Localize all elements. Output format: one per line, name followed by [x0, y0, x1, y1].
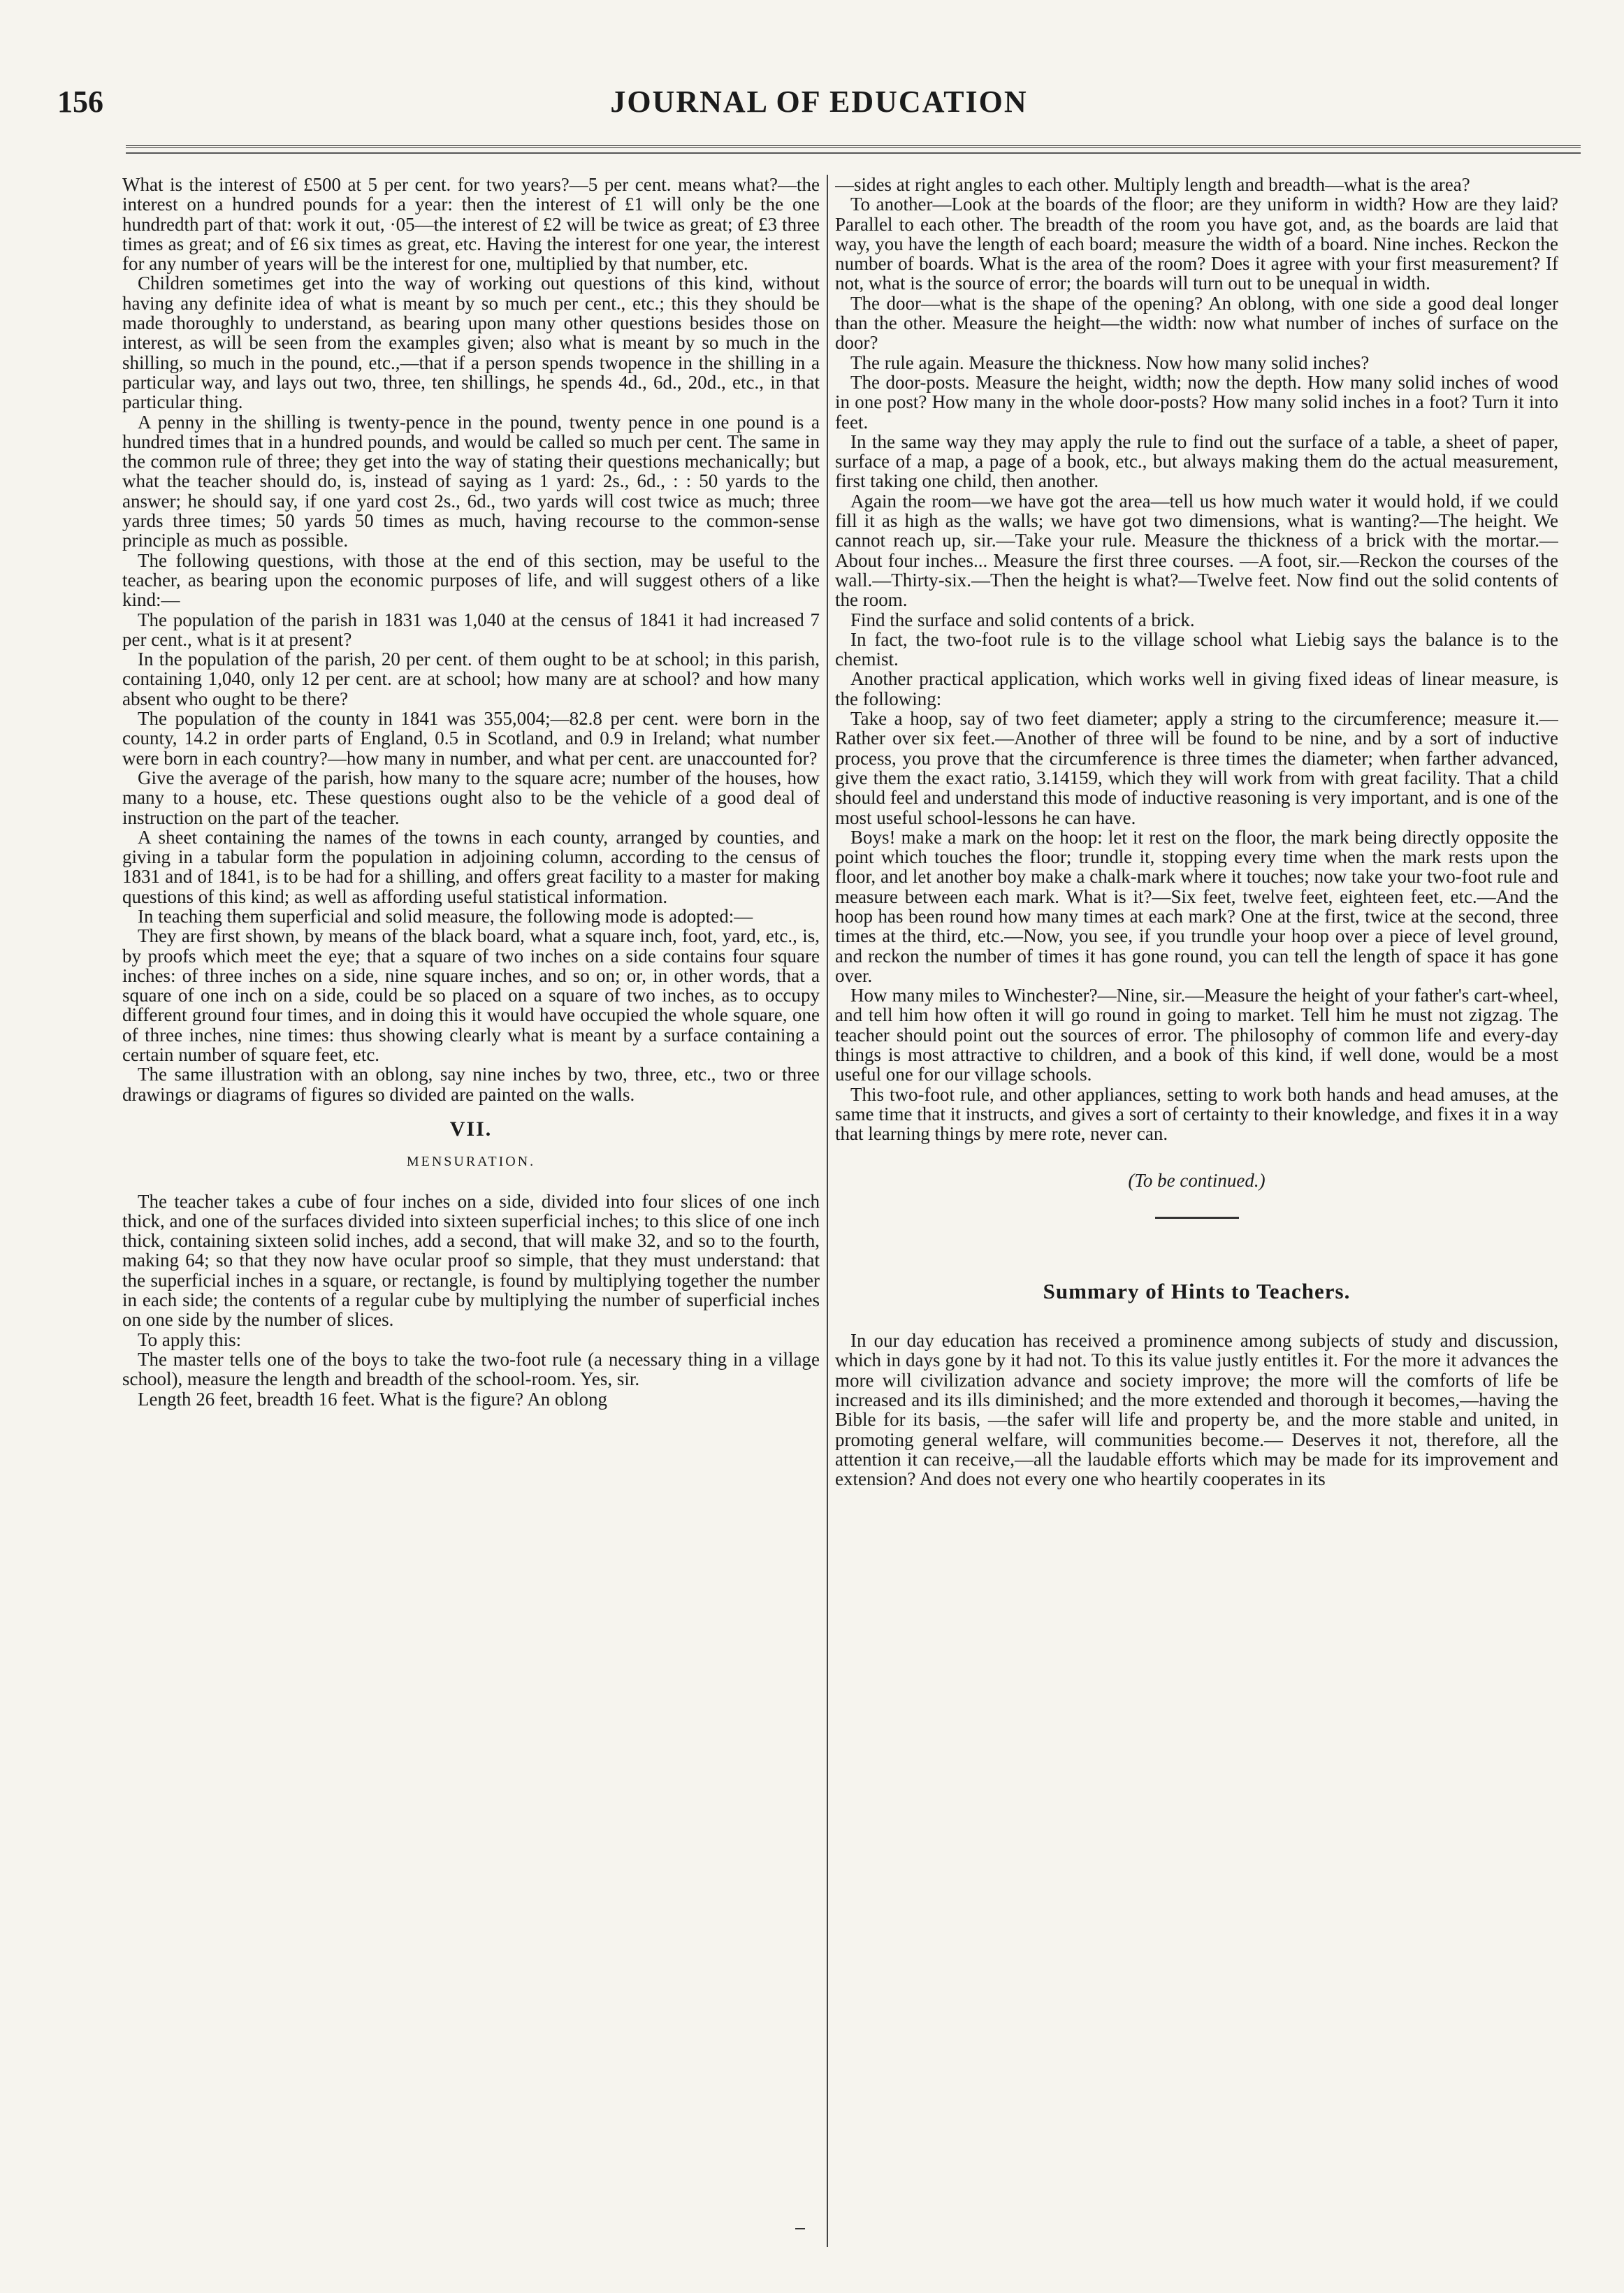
paragraph: The door—what is the shape of the opening? An oblong, with one side a good deal longer than the other. Measure the height—the width: now what number of inches of surface on the door? [835, 292, 1558, 354]
paragraph: The teacher takes a cube of four inches on a side, divided into four slices of one inch thick, and one of the surfaces divided into sixteen superficial inches; to this slice of one inch thick, containing sixteen solid inches, add a second, that will make 32, and so to the fourth, making 64; so that they now have ocular proof so simple, that they must understand: that the superficial inches in a square, or rectangle, is found by multiplying together the number in each side; the contents of a regular cube by multiplying the number of superficial inches on one side by the number of slices. [122, 1190, 820, 1331]
footer-mark [795, 2228, 805, 2229]
paragraph: Find the surface and solid contents of a brick. [850, 609, 1195, 630]
paragraph: Take a hoop, say of two feet diameter; apply a string to the circumference; measure it.—Rather over six feet.—Another of three will be found to be nine, and by a sort of inductive process, you prove that the circumference is three times the diameter; when farther advanced, give them the exact ratio, 3.14159, which they will work from with great facility. That a child should feel and understand this mode of inductive reasoning is very important, and is one of the most useful school-lessons he can have. [835, 708, 1558, 828]
paragraph: Children sometimes get into the way of working out questions of this kind, without having any definite idea of what is meant by so much per cent., etc.; this they should be made thoroughly to understand, as bearing upon many other questions besides those on interest, as will be seen from the examples given; also what is meant by so much in the shilling, so much in the pound, etc.,—that if a person spends twopence in the shilling in a particular way, and lays out two, three, ten shillings, he spends 4d., 6d., 20d., etc., in that particular thing. [122, 273, 820, 413]
paragraph: What is the interest of £500 at 5 per cent. for two years?—5 per cent. means what?—the interest on a hundred pounds for a year: then the interest of £1 will only be the one hundredth part of that: work it out, ·05—the interest of £2 will be twice as great; of £3 three times as great; and of £6 six times as great, etc. Having the interest for one year, the interest for any number of years will be the interest for one, multiplied by that number, etc. [122, 175, 820, 275]
paragraph: They are first shown, by means of the black board, what a square inch, foot, yard, etc., is, by proofs which meet the eye; that a square of two inches on a side contains four square inches: of three inches on a side, nine square inches, and so on; or, in other words, that a square of one inch on a side, could be so placed on a square of two inches, as to occupy different ground four times, and in doing this it would have occupied the whole square, one of three inches, nine times: thus showing clearly what is meant by a surface containing a certain number of square feet, etc. [122, 925, 820, 1066]
column-divider [827, 175, 828, 2247]
paragraph: In fact, the two-foot rule is to the village school what Liebig says the balance is to the chemist. [835, 628, 1558, 670]
paragraph: Again the room—we have got the area—tell us how much water it would hold, if we could fill it as high as the walls; we have got two dimensions, what is wanting?—The height. We cannot reach up, sir.—Take your rule. Measure the thickness of a brick with the mortar.—About four inches... Measure the first three courses. —A foot, sir.—Reckon the courses of the wall.—Thirty-six.—Then the height is what?—Twelve feet. Now find out the solid contents of the room. [835, 490, 1558, 611]
section-number: VII. [449, 1117, 493, 1141]
paragraph: The following questions, with those at the end of this section, may be useful to the teacher, as bearing upon the economic purposes of life, and will suggest others of a like kind:— [122, 549, 820, 611]
paragraph: The population of the parish in 1831 was 1,040 at the census of 1841 it had increased 7 per cent., what is it at present? [122, 609, 820, 650]
paragraph: To apply this: [138, 1329, 242, 1350]
paragraph: In our day education has received a prominence among subjects of study and discussion, which in days gone by it had not. To this its value justly entitles it. For the more it advances the more will civilization advance and society improve; the more will the comforts of life be increased and its ills diminished; and the more extended and thorough it becomes,—having the Bible for its basis, —the safer will life and property be, and the more stable and united, in promoting general welfare, will communities become.— Deserves it not, therefore, all the attention it can receive,—all the laudable efforts which may be made for its improvement and extension? And does not every one who heartily cooperates in its [835, 1330, 1558, 1490]
paragraph: In the population of the parish, 20 per cent. of them ought to be at school; in this parish, containing 1,040, only 12 per cent. are at school; how many are at school? and how many absent who ought to be there? [122, 649, 820, 709]
paragraph: How many miles to Winchester?—Nine, sir.—Measure the height of your father's cart-wheel, and tell him how often it will go round in going to market. Tell him he must not zigzag. The teacher should point out the sources of error. The philosophy of common life and every-day things is most attractive to children, and a book of this kind, if well done, would be a most useful one for our village schools. [835, 985, 1558, 1085]
section-title: MENSURATION. [406, 1154, 536, 1170]
section-rule [1155, 1217, 1239, 1219]
page-number: 156 [57, 85, 103, 119]
continued-note: (To be continued.) [1128, 1169, 1266, 1191]
summary-title: Summary of Hints to Teachers. [1043, 1278, 1351, 1303]
right-column [835, 175, 1558, 2243]
paragraph: Give the average of the parish, how many to the square acre; number of the houses, how many to a house, etc. These questions ought also to be the vehicle of a good deal of instruction on the part of the teacher. [122, 767, 820, 828]
running-title: JOURNAL OF EDUCATION [610, 85, 1028, 119]
paragraph: Length 26 feet, breadth 16 feet. What is the figure? An oblong [138, 1388, 608, 1410]
paragraph: The master tells one of the boys to take the two-foot rule (a necessary thing in a village school), measure the length and breadth of the school-room. Yes, sir. [122, 1348, 820, 1390]
paragraph: The rule again. Measure the thickness. Now how many solid inches? [850, 352, 1370, 373]
page-header [57, 84, 1581, 133]
paragraph: This two-foot rule, and other appliances, setting to work both hands and head amuses, at the same time that it instructs, and gives a sort of certainty to their knowledge, and fixes it in a way that learning things by mere rote, never can. [835, 1083, 1558, 1145]
paragraph: The population of the county in 1841 was 355,004;—82.8 per cent. were born in the county, 14.2 in order parts of England, 0.5 in Scotland, and 0.9 in Ireland; what number were born in each country?—how many in number, and what per cent. are unaccounted for? [122, 708, 820, 769]
paragraph: In teaching them superficial and solid measure, the following mode is adopted:— [138, 905, 753, 927]
paragraph: The same illustration with an oblong, say nine inches by two, three, etc., two or three drawings or diagrams of figures so divided are painted on the walls. [122, 1064, 820, 1105]
header-rule [126, 145, 1581, 154]
paragraph: Another practical application, which works well in giving fixed ideas of linear measure, is the following: [835, 668, 1558, 709]
paragraph: The door-posts. Measure the height, width; now the depth. How many solid inches of wood in one post? How many in the whole door-posts? How many solid inches in a foot? Turn it into feet. [835, 371, 1558, 433]
paragraph: A sheet containing the names of the towns in each county, arranged by counties, and giving in a tabular form the population in adjoining column, according to the census of 1831 and of 1841, is to be had for a shilling, and offers great facility to a master for making questions of this kind; as well as affording useful statistical information. [122, 826, 820, 907]
paragraph: —sides at right angles to each other. Multiply length and breadth—what is the area? [835, 175, 1470, 195]
left-column [122, 175, 820, 2243]
paragraph: Boys! make a mark on the hoop: let it rest on the floor, the mark being directly opposite the point which touches the floor; trundle it, stopping every time when the mark rests upon the floor, and let another boy make a chalk-mark where it touches; now take your two-foot rule and measure between each mark. What is it?—Six feet, twelve feet, eighteen feet, etc.—And the hoop has been round how many times at each mark? One at the first, twice at the second, three times at the third, etc.—Now, you see, if you trundle your hoop over a piece of level ground, and reckon the number of times it has gone round, you can tell the length of space it has gone over. [835, 826, 1558, 986]
paragraph: To another—Look at the boards of the floor; are they uniform in width? How are they laid? Parallel to each other. The breadth of the room you have got, and, as the boards are laid that way, you have the length of each board; measure the width of a board. Nine inches. Reckon the number of boards. What is the area of the room? Does it agree with your first measurement? If not, what is the source of error; the boards will turn out to be unequal in width. [835, 194, 1558, 294]
paragraph: In the same way they may apply the rule to find out the surface of a table, a sheet of paper, surface of a map, a page of a book, etc., but always making them do the actual measurement, first taking one child, then another. [835, 431, 1558, 492]
paragraph: A penny in the shilling is twenty-pence in the pound, twenty pence in one pound is a hundred times that in a hundred pounds, and would be called so much per cent. The same in the common rule of three; they get into the way of stating their questions mechanically; but what the teacher should do, is, instead of saying as 1 yard: 2s., 6d., : : 50 yards to the answer; he should say, if one yard cost 2s., 6d., two yards will cost twice as much; three yards three times; 50 yards 50 times as much, having recourse to the common-sense principle as much as possible. [122, 411, 820, 551]
